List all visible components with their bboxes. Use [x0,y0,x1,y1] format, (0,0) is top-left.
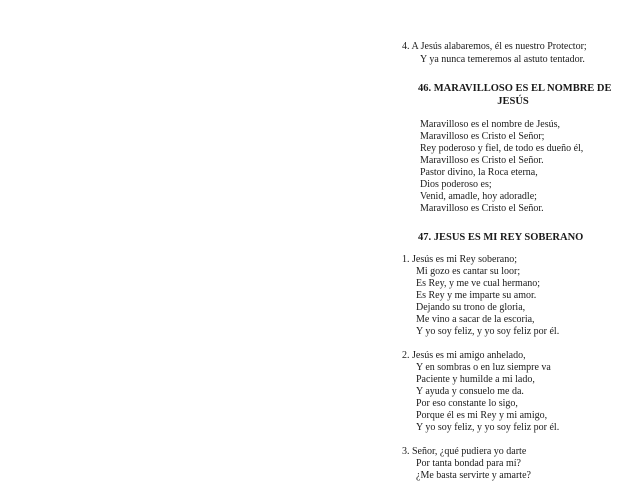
verse-line: Dios poderoso es; [420,179,492,190]
verse-line: Mi gozo es cantar su loor; [416,266,521,277]
verse-line: 4. A Jesús alabaremos, él es nuestro Protector; [402,41,587,52]
verse-line: Y en sombras o en luz siempre va [416,362,551,373]
verse-line: Rey poderoso y fiel, de todo es dueño él, [420,143,584,154]
hymn-47-title: 47. JESUS ES MI REY SOBERANO [418,232,584,243]
verse-line: Es Rey y me imparte su amor. [416,290,537,301]
verse-line: Maravilloso es Cristo el Señor. [420,155,544,166]
verse-line: 1. Jesús es mi Rey soberano; [402,254,517,265]
verse-line: Maravilloso es Cristo el Señor; [420,131,545,142]
verse-line: 2. Jesús es mi amigo anhelado, [402,350,526,361]
verse-line: Por tanta bondad para mí? [416,458,521,469]
verse-line: 3. Señor, ¿qué pudiera yo darte [402,446,527,457]
verse-line: Pastor divino, la Roca eterna, [420,167,538,178]
verse-line: Y yo soy feliz, y yo soy feliz por él. [416,326,560,337]
verse-line: Maravilloso es el nombre de Jesús, [420,119,560,130]
hymn-46-title-line2: JESÚS [497,96,529,107]
verse-line: Venid, amadle, hoy adoradle; [420,191,537,202]
hymn-46-title-line1: 46. MARAVILLOSO ES EL NOMBRE DE [418,83,612,94]
verse-line: Por eso constante lo sigo, [416,398,518,409]
verse-line: ¿Me basta servirte y amarte? [416,470,531,481]
verse-line: Y yo soy feliz, y yo soy feliz por él. [416,422,560,433]
verse-line: Porque él es mi Rey y mi amigo, [416,410,548,421]
verse-line: Es Rey, y me ve cual hermano; [416,278,541,289]
verse-line: Y ya nunca temeremos al astuto tentador. [420,54,585,65]
verse-line: Maravilloso es Cristo el Señor. [420,203,544,214]
verse-line: Y ayuda y consuelo me da. [416,386,524,397]
verse-line: Dejando su trono de gloria, [416,302,526,313]
verse-line: Me vino a sacar de la escoria, [416,314,535,325]
verse-line: Paciente y humilde a mi lado, [416,374,535,385]
